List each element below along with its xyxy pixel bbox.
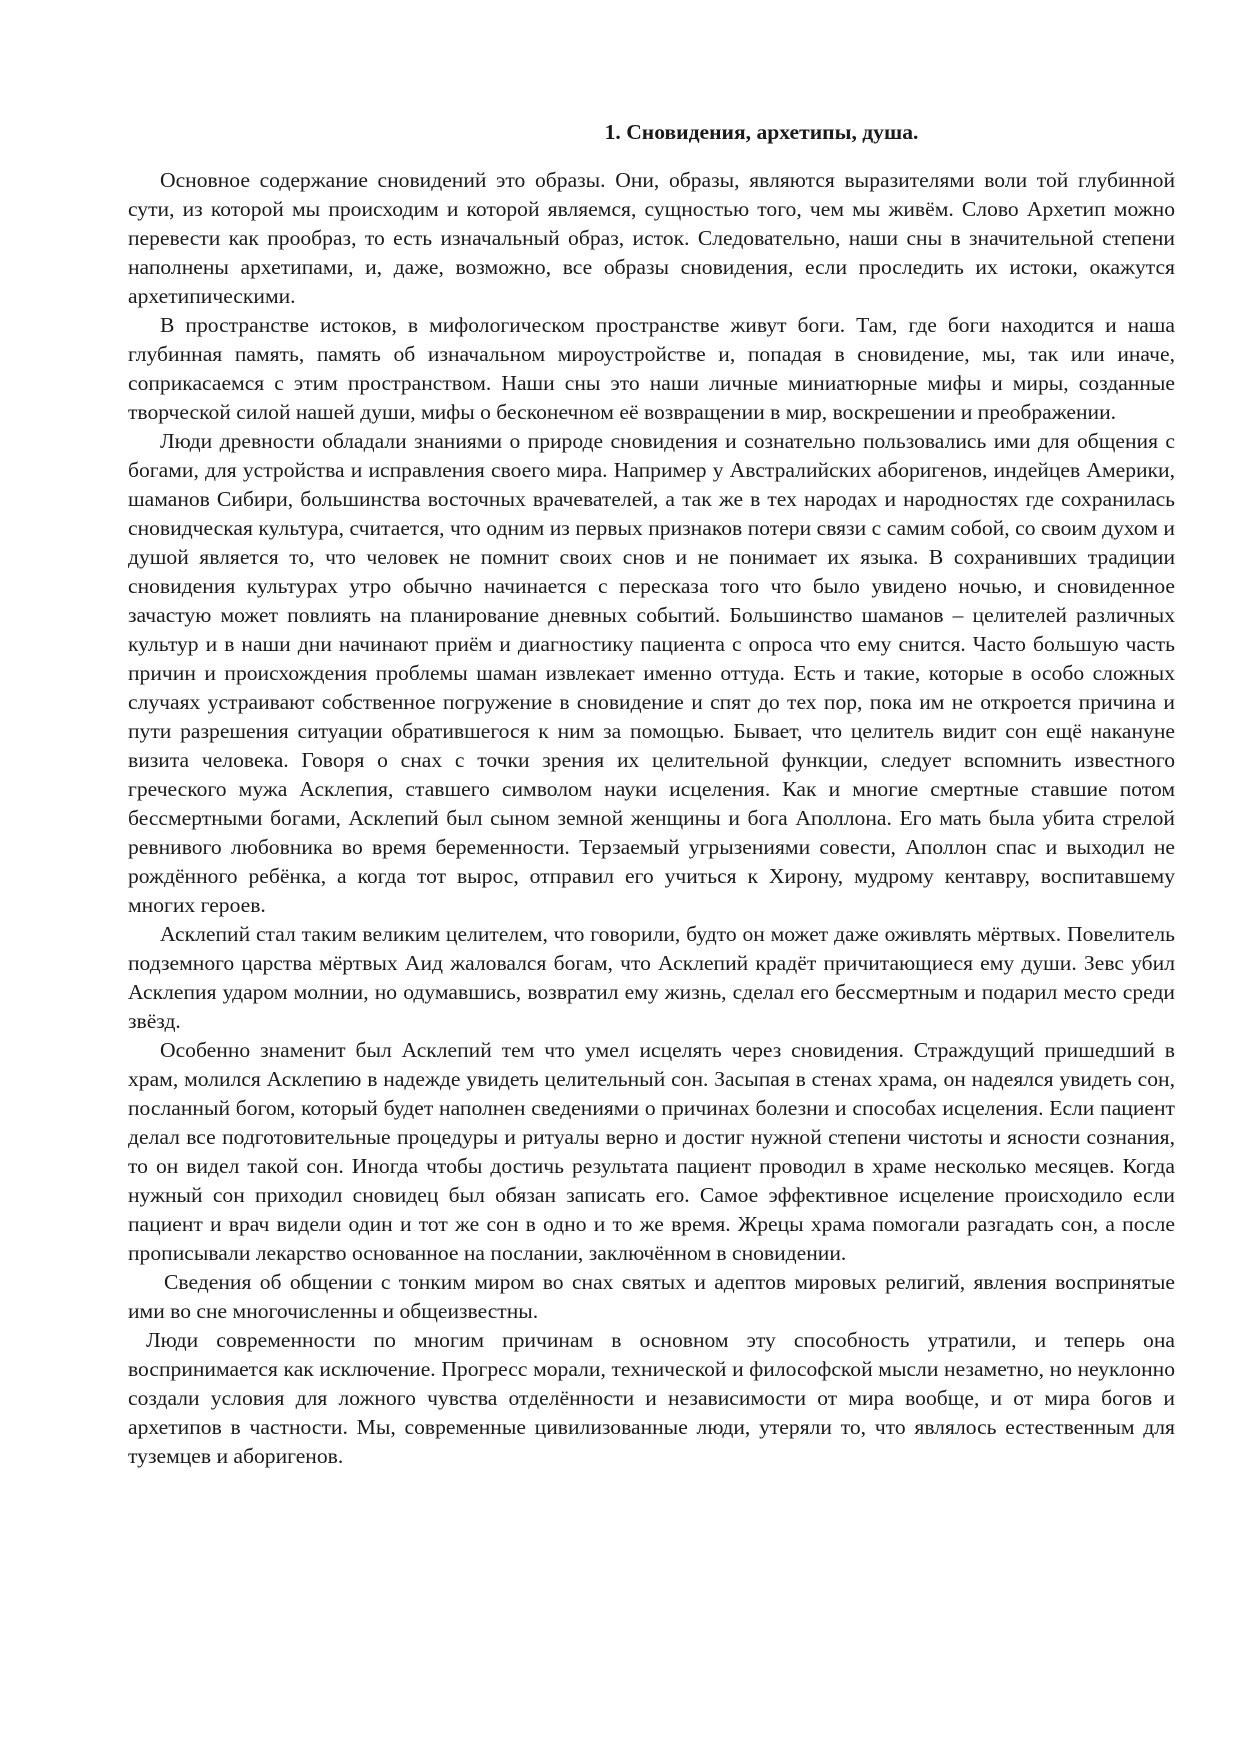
paragraph-1: Основное содержание сновидений это образы. Они, образы, являются выразителями воли той глубинной сути, из которой мы происходим и которой являемся, сущностью того, чем мы живём. Слово Архетип можно перевести как прообраз, то есть изначальный образ, исток. Следовательно, наши сны в значительной степени наполнены архетипами, и, даже, возможно, все образы сновидения, если проследить их истоки, окажутся архетипическими. (128, 168, 1175, 308)
paragraph-4: Асклепий стал таким великим целителем, что говорили, будто он может даже оживлять мёртвых. Повелитель подземного царства мёртвых Аид жаловался богам, что Асклепий крадёт причитающиеся ему души. Зевс убил Асклепия ударом молнии, но одумавшись, возвратил ему жизнь, сделал его бессмертным и подарил место среди звёзд. (128, 922, 1175, 1033)
document-title: 1. Сновидения, архетипы, душа. (604, 120, 919, 144)
paragraph-5: Особенно знаменит был Асклепий тем что умел исцелять через сновидения. Страждущий пришедший в храм, молился Асклепию в надежде увидеть целительный сон. Засыпая в стенах храма, он надеялся увидеть сон, посланный богом, который будет наполнен сведениями о причинах болезни и способах исцеления. Если пациент делал все подготовительные процедуры и ритуалы верно и достиг нужной степени чистоты и ясности сознания, то он видел такой сон. Иногда чтобы достичь результата пациент проводил в храме несколько месяцев. Когда нужный сон приходил сновидец был обязан записать его. Самое эффективное исцеление происходило если пациент и врач видели один и тот же сон в одно и то же время. Жрецы храма помогали разгадать сон, а после прописывали лекарство основанное на послании, заключённом в сновидении. (128, 1038, 1175, 1265)
paragraph-6: Сведения об общении с тонким миром во снах святых и адептов мировых религий, явления воспринятые ими во сне многочисленны и общеизвестны. (128, 1270, 1175, 1323)
paragraph-2: В пространстве истоков, в мифологическом пространстве живут боги. Там, где боги находится и наша глубинная память, память об изначальном мироустройстве и, попадая в сновидение, мы, так или иначе, соприкасаемся с этим пространством. Наши сны это наши личные миниатюрные мифы и миры, созданные творческой силой нашей души, мифы о бесконечном её возвращении в мир, воскрешении и преображении. (128, 313, 1175, 424)
document-page (128, 118, 1175, 1471)
paragraph-7: Люди современности по многим причинам в основном эту способность утратили, и теперь она воспринимается как исключение. Прогресс морали, технической и философской мысли незаметно, но неуклонно создали условия для ложного чувства отделённости и независимости от мира вообще, и от мира богов и архетипов в частности. Мы, современные цивилизованные люди, утеряли то, что являлось естественным для туземцев и аборигенов. (128, 1328, 1175, 1468)
paragraph-3: Люди древности обладали знаниями о природе сновидения и сознательно пользовались ими для общения с богами, для устройства и исправления своего мира. Например у Австралийских аборигенов, индейцев Америки, шаманов Сибири, большинства восточных врачевателей, а так же в тех народах и народностях где сохранилась сновидческая культура, считается, что одним из первых признаков потери связи с самим собой, со своим духом и душой является то, что человек не помнит своих снов и не понимает их языка. В сохранивших традиции сновидения культурах утро обычно начинается с пересказа того что было увидено ночью, и сновиденное зачастую может повлиять на планирование дневных событий. Большинство шаманов – целителей различных культур и в наши дни начинают приём и диагностику пациента с опроса что ему снится. Часто большую часть причин и происхождения проблемы шаман извлекает именно оттуда. Есть и такие, которые в особо сложных случаях устраивают собственное погружение в сновидение и спят до тех пор, пока им не откроется причина и пути разрешения ситуации обратившегося к ним за помощью. Бывает, что целитель видит сон ещё накануне визита человека. Говоря о снах с точки зрения их целительной функции, следует вспомнить известного греческого мужа Асклепия, ставшего символом науки исцеления. Как и многие смертные ставшие потом бессмертными богами, Асклепий был сыном земной женщины и бога Аполлона. Его мать была убита стрелой ревнивого любовника во время беременности. Терзаемый угрызениями совести, Аполлон спас и выходил не рождённого ребёнка, а когда тот вырос, отправил его учиться к Хирону, мудрому кентавру, воспитавшему многих героев. (128, 429, 1175, 917)
